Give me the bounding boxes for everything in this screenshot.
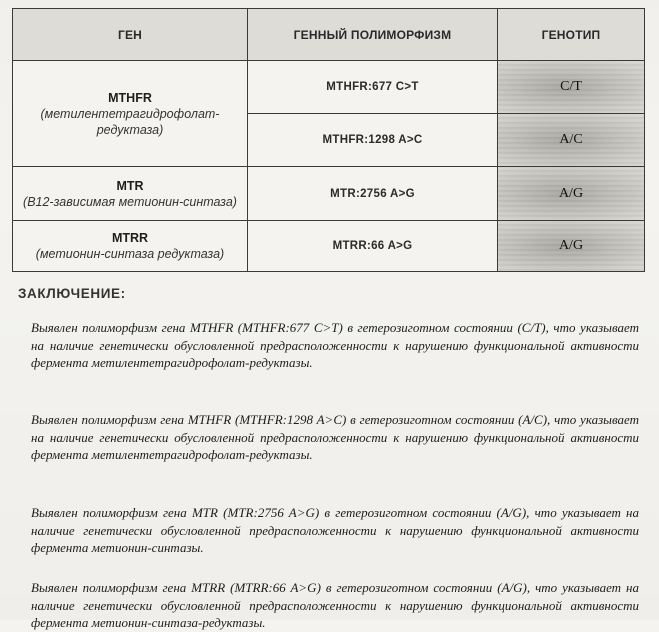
gene-cell-mtr	[13, 167, 248, 221]
polymorphism-cell: MTRR:66 A>G	[248, 221, 498, 272]
gene-cell-mthfr	[13, 61, 248, 167]
table-row	[13, 167, 645, 221]
genotype-cell: A/G	[498, 221, 645, 272]
conclusion-paragraph: Выявлен полиморфизм гена MTHFR (MTHFR:677 C>T) в гетерозиготном состоянии (C/T), что указывает на наличие генетически обусловленной предрасположенности к нарушению функциональной активности фермента метилентетрагидрофолат-редуктазы.	[31, 320, 639, 370]
table-header-row	[13, 9, 645, 61]
gene-description: (B12-зависимая метионин-синтаза)	[23, 194, 237, 209]
header-polymorphism: ГЕННЫЙ ПОЛИМОРФИЗМ	[248, 9, 498, 61]
conclusion-paragraph: Выявлен полиморфизм гена MTR (MTR:2756 A>G) в гетерозиготном состоянии (A/G), что указывает на наличие генетически обусловленной предрасположенности к нарушению функциональной активности фермента метионин-синтазы.	[31, 505, 639, 555]
genotype-cell: A/G	[498, 167, 645, 221]
gene-name: MTRR	[111, 231, 149, 245]
genotype-cell: A/C	[498, 114, 645, 167]
polymorphism-cell: MTR:2756 A>G	[248, 167, 498, 221]
gene-name: MTR	[116, 178, 144, 193]
conclusion-paragraph: Выявлен полиморфизм гена MTRR (MTRR:66 A>G) в гетерозиготном состоянии (A/G), что указывает на наличие генетически обусловленной предрасположенности к нарушению функциональной активности фермента метионин-синтаза-редуктазы.	[31, 580, 639, 630]
genotype-table	[12, 8, 645, 272]
polymorphism-cell: MTHFR:677 C>T	[248, 61, 498, 114]
gene-description: (метионин-синтаза редуктаза)	[35, 247, 225, 261]
genotype-cell: C/T	[498, 61, 645, 114]
table-row	[13, 61, 645, 114]
header-gene: ГЕН	[13, 9, 248, 61]
conclusion-paragraph: Выявлен полиморфизм гена MTHFR (MTHFR:1298 A>C) в гетерозиготном состоянии (A/C), что указывает на наличие генетически обусловленной предрасположенности к нарушению функциональной активности фермента метилентетрагидрофолат-редуктазы.	[31, 412, 639, 462]
conclusion-heading: ЗАКЛЮЧЕНИЕ:	[18, 286, 126, 301]
gene-description: (метилентетрагидрофолат-редуктаза)	[40, 106, 220, 137]
gene-cell-mtrr	[13, 221, 248, 272]
polymorphism-cell: MTHFR:1298 A>C	[248, 114, 498, 167]
header-genotype: ГЕНОТИП	[498, 9, 645, 61]
table-row	[13, 221, 645, 272]
gene-name: MTHFR	[108, 90, 152, 105]
